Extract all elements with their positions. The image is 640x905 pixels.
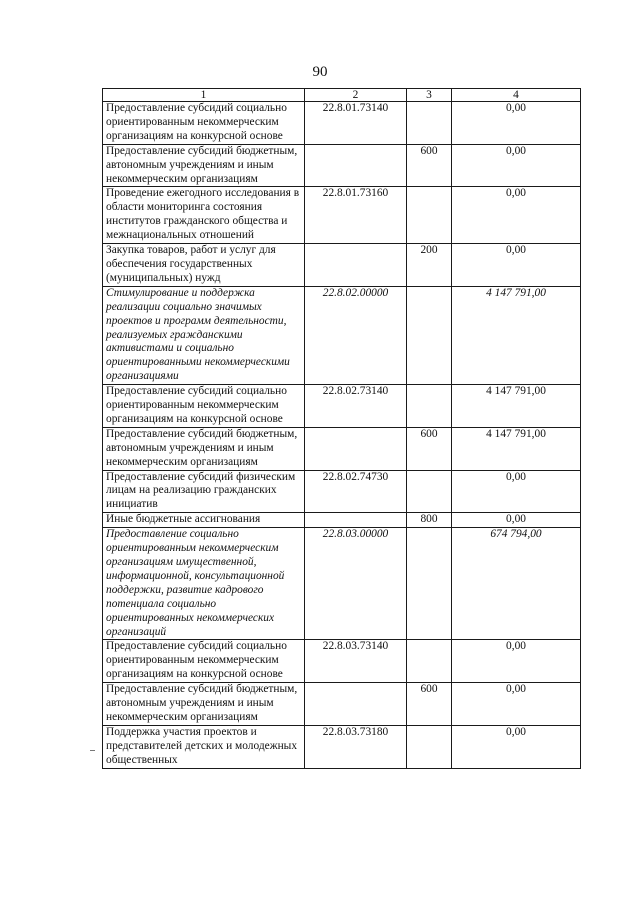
- row-expense-type-cell: [407, 528, 452, 640]
- row-name-cell: Иные бюджетные ассигнования: [103, 513, 305, 528]
- budget-table: [102, 88, 581, 769]
- row-name-cell: Проведение ежегодного исследования в области мониторинга состояния институтов гражданского общества и межнациональных отношений: [103, 187, 305, 244]
- row-amount-cell: 0,00: [452, 144, 581, 187]
- row-amount-cell: 0,00: [452, 725, 581, 768]
- table-row: [103, 286, 581, 384]
- row-amount-cell: 0,00: [452, 470, 581, 513]
- page-number: 90: [312, 64, 328, 80]
- row-expense-type-cell: [407, 385, 452, 428]
- row-amount-cell: 0,00: [452, 102, 581, 145]
- row-expense-type-cell: 600: [407, 427, 452, 470]
- row-amount-cell: 4 147 791,00: [452, 427, 581, 470]
- row-name-cell: Поддержка участия проектов и представителей детских и молодежных общественных: [103, 725, 305, 768]
- table-row: [103, 385, 581, 428]
- row-name-cell: Предоставление социально ориентированным некоммерческим организациям имущественной, информационной, консультационной поддержки, развитие кадрового потенциала социально ориентированных некоммерческих организаций: [103, 528, 305, 640]
- row-name-cell: Предоставление субсидий социально ориентированным некоммерческим организациям на конкурсной основе: [103, 640, 305, 683]
- row-code-cell: 22.8.03.73140: [305, 640, 407, 683]
- margin-mark: [90, 750, 95, 751]
- row-amount-cell: 0,00: [452, 683, 581, 726]
- column-header-expense-type: 3: [407, 89, 452, 102]
- row-code-cell: 22.8.01.73160: [305, 187, 407, 244]
- table-row: [103, 683, 581, 726]
- table-body: [103, 102, 581, 769]
- column-header-code: 2: [305, 89, 407, 102]
- row-name-cell: Предоставление субсидий бюджетным, автономным учреждениям и иным некоммерческим организациям: [103, 683, 305, 726]
- row-amount-cell: 0,00: [452, 187, 581, 244]
- row-code-cell: [305, 244, 407, 287]
- row-expense-type-cell: [407, 470, 452, 513]
- table-row: [103, 513, 581, 528]
- table-row: [103, 470, 581, 513]
- row-expense-type-cell: [407, 286, 452, 384]
- row-code-cell: 22.8.01.73140: [305, 102, 407, 145]
- row-expense-type-cell: [407, 725, 452, 768]
- row-code-cell: 22.8.02.74730: [305, 470, 407, 513]
- row-expense-type-cell: 200: [407, 244, 452, 287]
- row-name-cell: Предоставление субсидий физическим лицам на реализацию гражданских инициатив: [103, 470, 305, 513]
- table-row: [103, 144, 581, 187]
- row-expense-type-cell: 800: [407, 513, 452, 528]
- row-name-cell: Предоставление субсидий социально ориентированным некоммерческим организациям на конкурсной основе: [103, 102, 305, 145]
- row-code-cell: 22.8.02.00000: [305, 286, 407, 384]
- table-row: [103, 427, 581, 470]
- row-code-cell: [305, 513, 407, 528]
- column-header-name: 1: [103, 89, 305, 102]
- row-amount-cell: 4 147 791,00: [452, 385, 581, 428]
- row-amount-cell: 0,00: [452, 513, 581, 528]
- row-expense-type-cell: [407, 187, 452, 244]
- row-code-cell: [305, 683, 407, 726]
- row-name-cell: Предоставление субсидий бюджетным, автономным учреждениям и иным некоммерческим организациям: [103, 144, 305, 187]
- row-code-cell: [305, 144, 407, 187]
- row-name-cell: Предоставление субсидий социально ориентированным некоммерческим организациям на конкурсной основе: [103, 385, 305, 428]
- table-row: [103, 187, 581, 244]
- table-row: [103, 528, 581, 640]
- row-amount-cell: 0,00: [452, 640, 581, 683]
- row-name-cell: Предоставление субсидий бюджетным, автономным учреждениям и иным некоммерческим организациям: [103, 427, 305, 470]
- row-amount-cell: 4 147 791,00: [452, 286, 581, 384]
- row-name-cell: Стимулирование и поддержка реализации социально значимых проектов и программ деятельности, реализуемых гражданскими активистами и социально ориентированными некоммерческими организациями: [103, 286, 305, 384]
- row-expense-type-cell: [407, 640, 452, 683]
- table-row: [103, 640, 581, 683]
- table-row: [103, 725, 581, 768]
- row-code-cell: 22.8.02.73140: [305, 385, 407, 428]
- column-header-amount: 4: [452, 89, 581, 102]
- row-code-cell: 22.8.03.00000: [305, 528, 407, 640]
- row-code-cell: 22.8.03.73180: [305, 725, 407, 768]
- row-expense-type-cell: [407, 102, 452, 145]
- table-header-row: [103, 89, 581, 102]
- row-code-cell: [305, 427, 407, 470]
- row-amount-cell: 0,00: [452, 244, 581, 287]
- row-expense-type-cell: 600: [407, 683, 452, 726]
- row-amount-cell: 674 794,00: [452, 528, 581, 640]
- table-row: [103, 244, 581, 287]
- table-row: [103, 102, 581, 145]
- row-name-cell: Закупка товаров, работ и услуг для обеспечения государственных (муниципальных) нужд: [103, 244, 305, 287]
- row-expense-type-cell: 600: [407, 144, 452, 187]
